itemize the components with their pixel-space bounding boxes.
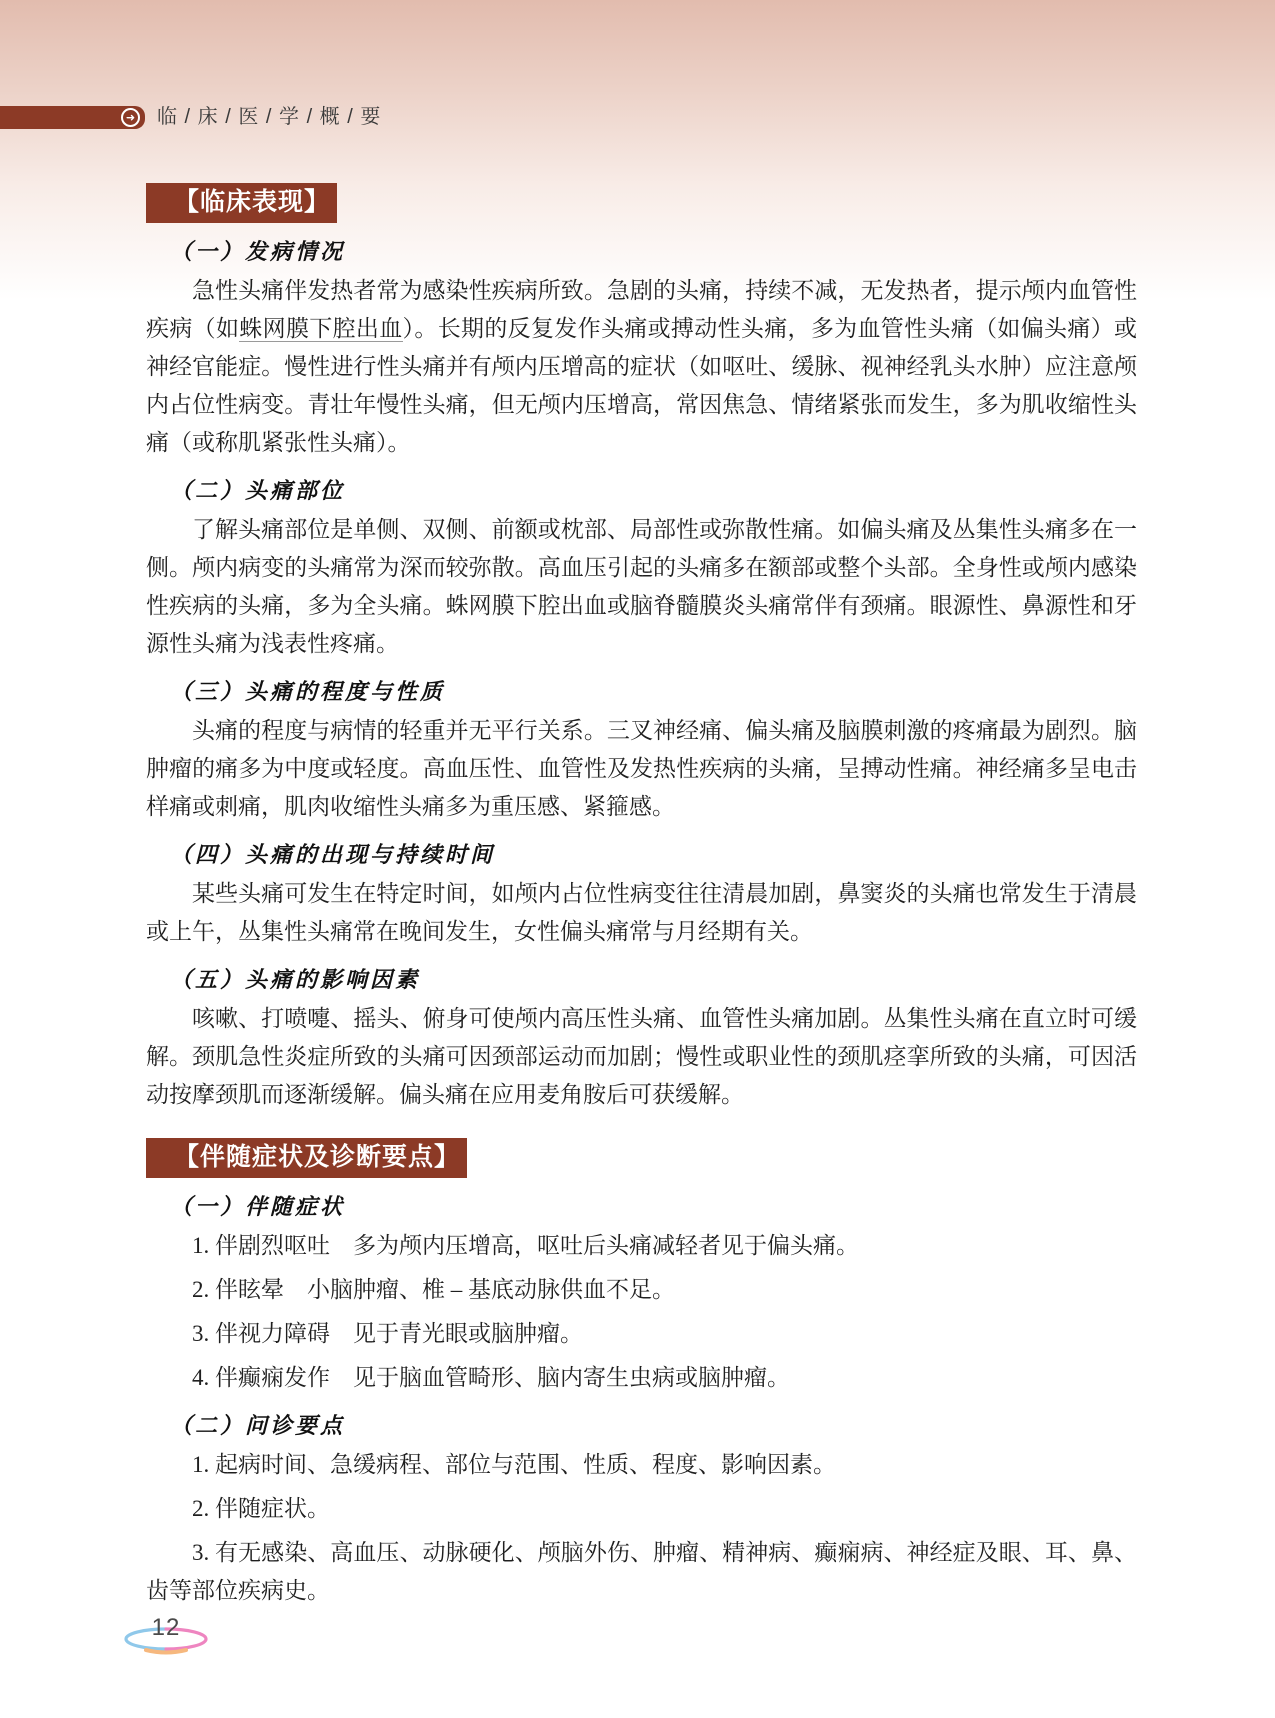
list-item-vomiting: 1. 伴剧烈呕吐 多为颅内压增高，呕吐后头痛减轻者见于偏头痛。	[192, 1233, 859, 1258]
paragraph-onset	[146, 272, 1137, 462]
subheading-location: （二）头痛部位	[170, 478, 346, 503]
section-title-accompanying-symptoms: 【伴随症状及诊断要点】	[146, 1138, 467, 1178]
paragraph-timing-duration: 某些头痛可发生在特定时间，如颅内占位性病变往往清晨加剧，鼻窦炎的头痛也常发生于清晨或上午，丛集性头痛常在晚间发生，女性偏头痛常与月经期有关。	[146, 881, 1137, 944]
page-number: 12	[151, 1614, 181, 1641]
subheading-history-taking: （二）问诊要点	[170, 1413, 346, 1438]
paragraph-severity-nature: 头痛的程度与病情的轻重并无平行关系。三叉神经痛、偏头痛及脑膜刺激的疼痛最为剧烈。脑肿瘤的痛多为中度或轻度。高血压性、血管性及发热性疾病的头痛，呈搏动性痛。神经痛多呈电击样痛或刺痛，肌肉收缩性头痛多为重压感、紧箍感。	[146, 718, 1137, 819]
subheading-accompanying-symptoms: （一）伴随症状	[170, 1194, 346, 1219]
page-content	[146, 183, 1137, 1616]
subheading-onset: （一）发病情况	[170, 239, 346, 264]
paragraph-onset-pre: 急性头痛伴发热者常为感染性疾病所致。急剧的头痛，持续不减，无发热者，提示颅内血管性疾病（如	[146, 278, 1137, 341]
section-title-clinical-manifestations: 【临床表现】	[146, 183, 337, 223]
subheading-influencing-factors: （五）头痛的影响因素	[170, 967, 421, 992]
list-item-vertigo: 2. 伴眩晕 小脑肿瘤、椎 – 基底动脉供血不足。	[192, 1277, 675, 1302]
list-item-symptoms: 2. 伴随症状。	[192, 1496, 330, 1521]
arrow-right-icon: ➜	[121, 108, 140, 127]
book-title: 临 / 床 / 医 / 学 / 概 / 要	[157, 106, 382, 128]
underlined-term-subarachnoid-hemorrhage: 蛛网膜下腔出血	[239, 316, 403, 341]
page-footer	[118, 1612, 214, 1658]
subheading-severity-nature: （三）头痛的程度与性质	[170, 679, 446, 704]
paragraph-location: 了解头痛部位是单侧、双侧、前额或枕部、局部性或弥散性痛。如偏头痛及丛集性头痛多在一侧。颅内病变的头痛常为深而较弥散。高血压引起的头痛多在额部或整个头部。全身性或颅内感染性疾病的头痛，多为全头痛。蛛网膜下腔出血或脑脊髓膜炎头痛常伴有颈痛。眼源性、鼻源性和牙源性头痛为浅表性疼痛。	[146, 517, 1137, 656]
list-item-history: 3. 有无感染、高血压、动脉硬化、颅脑外伤、肿瘤、精神病、癫痫病、神经症及眼、耳、鼻、齿等部位疾病史。	[146, 1540, 1137, 1603]
subheading-timing-duration: （四）头痛的出现与持续时间	[170, 842, 496, 867]
list-item-onset-course: 1. 起病时间、急缓病程、部位与范围、性质、程度、影响因素。	[192, 1452, 836, 1477]
paragraph-onset-post: ）。长期的反复发作头痛或搏动性头痛，多为血管性头痛（如偏头痛）或神经官能症。慢性进行性头痛并有颅内压增高的症状（如呕吐、缓脉、视神经乳头水肿）应注意颅内占位性病变。青壮年慢性头痛，但无颅内压增高，常因焦急、情绪紧张而发生，多为肌收缩性头痛（或称肌紧张性头痛）。	[146, 316, 1138, 455]
paragraph-influencing-factors: 咳嗽、打喷嚏、摇头、俯身可使颅内高压性头痛、血管性头痛加剧。丛集性头痛在直立时可缓解。颈肌急性炎症所致的头痛可因颈部运动而加剧；慢性或职业性的颈肌痉挛所致的头痛，可因活动按摩颈肌而逐渐缓解。偏头痛在应用麦角胺后可获缓解。	[146, 1006, 1137, 1107]
list-item-epilepsy: 4. 伴癫痫发作 见于脑血管畸形、脑内寄生虫病或脑肿瘤。	[192, 1365, 790, 1390]
brand-bar	[0, 106, 145, 129]
list-item-vision: 3. 伴视力障碍 见于青光眼或脑肿瘤。	[192, 1321, 583, 1346]
